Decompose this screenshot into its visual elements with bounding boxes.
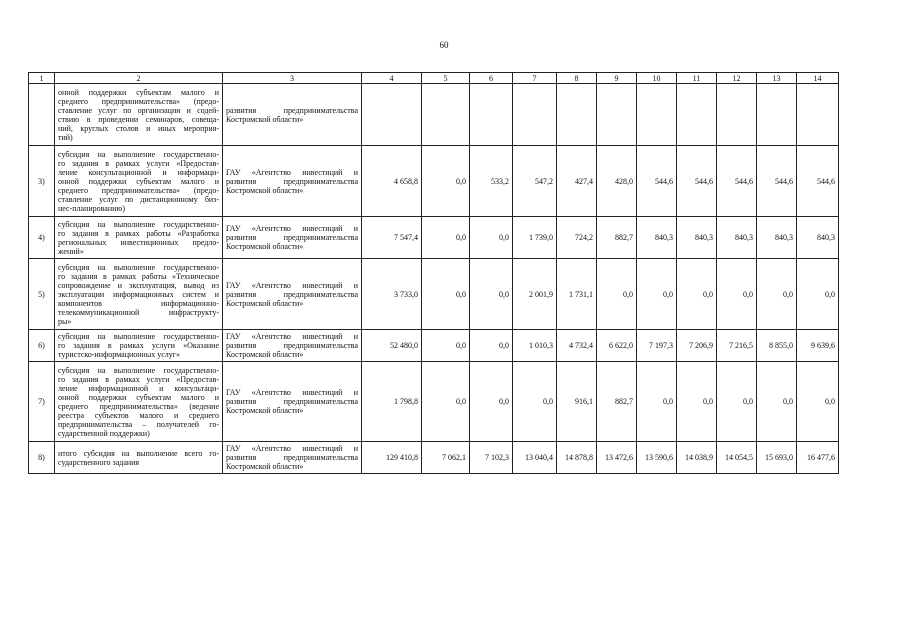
- value-cell: 14 054,5: [717, 442, 757, 474]
- table-header-row: [29, 73, 839, 84]
- executor-line: Костромской области»: [226, 406, 304, 415]
- description-line: сударственного задания: [58, 457, 140, 467]
- table-row: [29, 362, 839, 442]
- row-executor: [223, 84, 362, 146]
- table-body: [29, 73, 839, 474]
- value-cell: [557, 84, 597, 146]
- description-line: ление консультационной и информаци-: [58, 167, 219, 177]
- description-line: го задания в рамках услуги «Предостав-: [58, 374, 219, 384]
- executor-line: Костромской области»: [226, 185, 304, 195]
- value-cell: [757, 84, 797, 146]
- executor-line: ГАУ «Агентство инвестиций и: [226, 224, 358, 233]
- value-cell: 2 001,9: [513, 259, 557, 330]
- value-cell: 0,0: [597, 259, 637, 330]
- table-row: [29, 217, 839, 259]
- value-cell: 724,2: [557, 217, 597, 259]
- value-cell: 3 733,0: [362, 259, 422, 330]
- value-cell: 7 102,3: [470, 442, 513, 474]
- description-line: реестра субъектов малого и среднего: [58, 410, 219, 420]
- page-number: 60: [439, 40, 449, 50]
- value-cell: 4 732,4: [557, 330, 597, 362]
- description-line: сопровождение и эксплуатация, вывод из: [58, 280, 219, 290]
- value-cell: 0,0: [677, 362, 717, 442]
- value-cell: 0,0: [797, 362, 839, 442]
- executor-line: Костромской области»: [226, 462, 304, 471]
- header-cell: 12: [717, 73, 757, 84]
- value-cell: 0,0: [470, 362, 513, 442]
- row-executor: [223, 330, 362, 362]
- description-line: телекоммуникационной инфраструкту-: [58, 307, 219, 317]
- value-cell: 840,3: [717, 217, 757, 259]
- row-executor: [223, 362, 362, 442]
- description-line: предпринимательства – получателей го-: [58, 419, 219, 429]
- executor-line: Костромской области»: [226, 114, 304, 124]
- executor-line: развития предпринимательства: [226, 453, 358, 462]
- description-line: онной поддержки субъектам малого и: [58, 392, 219, 402]
- description-line: ры»: [58, 316, 72, 326]
- header-cell: 14: [797, 73, 839, 84]
- value-cell: 840,3: [757, 217, 797, 259]
- row-number: [29, 84, 55, 146]
- header-cell: 5: [422, 73, 470, 84]
- executor-line: Костромской области»: [226, 350, 304, 359]
- value-cell: 13 472,6: [597, 442, 637, 474]
- value-cell: 840,3: [797, 217, 839, 259]
- row-description: [55, 442, 223, 474]
- value-cell: 7 197,3: [637, 330, 677, 362]
- table-row: [29, 330, 839, 362]
- executor-line: Костромской области»: [226, 298, 304, 308]
- budget-table: [28, 72, 839, 474]
- value-cell: 0,0: [422, 217, 470, 259]
- row-executor: [223, 217, 362, 259]
- value-cell: 0,0: [637, 362, 677, 442]
- value-cell: 16 477,6: [797, 442, 839, 474]
- value-cell: 0,0: [422, 259, 470, 330]
- value-cell: 1 731,1: [557, 259, 597, 330]
- row-number: 7): [29, 362, 55, 442]
- table-row: [29, 442, 839, 474]
- description-line: туристско-информационных услуг»: [58, 350, 181, 359]
- description-line: сударственной поддержки): [58, 428, 150, 438]
- value-cell: 544,6: [797, 146, 839, 217]
- value-cell: 7 547,4: [362, 217, 422, 259]
- table-row: [29, 259, 839, 330]
- executor-line: ГАУ «Агентство инвестиций и: [226, 167, 358, 177]
- value-cell: 0,0: [470, 217, 513, 259]
- header-cell: 6: [470, 73, 513, 84]
- description-line: го задания в рамках услуги «Предостав-: [58, 158, 219, 168]
- value-cell: 52 480,0: [362, 330, 422, 362]
- description-line: го задания в рамках услуги «Оказание: [58, 341, 219, 350]
- value-cell: 0,0: [757, 259, 797, 330]
- description-line: ление информационной и консультаци-: [58, 383, 219, 393]
- value-cell: [513, 84, 557, 146]
- description-line: ставление услуг по организации и содей-: [58, 105, 219, 115]
- executor-line: развития предпринимательства: [226, 341, 358, 350]
- value-cell: 7 216,5: [717, 330, 757, 362]
- description-line: онной поддержки субъектам малого и: [58, 87, 219, 97]
- row-number: 6): [29, 330, 55, 362]
- executor-line: ГАУ «Агентство инвестиций и: [226, 388, 358, 397]
- description-line: эксплуатации информационных систем и: [58, 289, 219, 299]
- row-description: [55, 84, 223, 146]
- value-cell: 1 010,3: [513, 330, 557, 362]
- description-line: го задания в рамках работы «Разработка: [58, 228, 219, 238]
- value-cell: 428,0: [597, 146, 637, 217]
- value-cell: [637, 84, 677, 146]
- row-number: 4): [29, 217, 55, 259]
- value-cell: 0,0: [470, 330, 513, 362]
- description-line: субсидия на выполнение государственно-: [58, 149, 219, 159]
- executor-line: ГАУ «Агентство инвестиций и: [226, 332, 358, 341]
- value-cell: 0,0: [422, 362, 470, 442]
- value-cell: 4 658,8: [362, 146, 422, 217]
- header-cell: 13: [757, 73, 797, 84]
- description-line: жений»: [58, 246, 84, 256]
- executor-line: развития предпринимательства: [226, 233, 358, 242]
- value-cell: 0,0: [677, 259, 717, 330]
- value-cell: [597, 84, 637, 146]
- value-cell: 9 639,6: [797, 330, 839, 362]
- value-cell: 916,1: [557, 362, 597, 442]
- description-line: онной поддержки субъектам малого и: [58, 176, 219, 186]
- header-cell: 11: [677, 73, 717, 84]
- description-line: субсидия на выполнение государственно-: [58, 219, 219, 229]
- row-description: [55, 146, 223, 217]
- value-cell: 0,0: [717, 259, 757, 330]
- description-line: среднего предпринимательства» (предо-: [58, 185, 219, 195]
- table-row: [29, 146, 839, 217]
- value-cell: 0,0: [422, 146, 470, 217]
- value-cell: 15 693,0: [757, 442, 797, 474]
- value-cell: 0,0: [637, 259, 677, 330]
- value-cell: 7 206,9: [677, 330, 717, 362]
- executor-line: развития предпринимательства: [226, 397, 358, 406]
- header-cell: 10: [637, 73, 677, 84]
- value-cell: [797, 84, 839, 146]
- description-line: итого субсидия на выполнение всего го-: [58, 448, 219, 458]
- description-line: нес-планированию): [58, 203, 126, 213]
- description-line: среднего предпринимательства» (ведение: [58, 401, 219, 411]
- header-cell: 2: [55, 73, 223, 84]
- value-cell: 7 062,1: [422, 442, 470, 474]
- executor-line: ГАУ «Агентство инвестиций и: [226, 280, 358, 290]
- value-cell: 547,2: [513, 146, 557, 217]
- executor-line: ГАУ «Агентство инвестиций и: [226, 444, 358, 453]
- description-line: региональных инвестиционных предло-: [58, 237, 219, 247]
- description-line: го задания в рамках работы «Техническое: [58, 271, 219, 281]
- value-cell: [717, 84, 757, 146]
- executor-line: развития предпринимательства: [226, 105, 358, 115]
- description-line: субсидия на выполнение государственно-: [58, 365, 219, 375]
- row-executor: [223, 442, 362, 474]
- description-line: ствию в проведении семинаров, совеща-: [58, 114, 219, 124]
- value-cell: 1 739,0: [513, 217, 557, 259]
- value-cell: 840,3: [637, 217, 677, 259]
- value-cell: 129 410,8: [362, 442, 422, 474]
- header-cell: 3: [223, 73, 362, 84]
- value-cell: 427,4: [557, 146, 597, 217]
- description-line: ставление услуг по дистанционному биз-: [58, 194, 219, 204]
- table-row: [29, 84, 839, 146]
- value-cell: 8 855,0: [757, 330, 797, 362]
- value-cell: 13 590,6: [637, 442, 677, 474]
- row-executor: [223, 146, 362, 217]
- value-cell: [362, 84, 422, 146]
- description-line: субсидия на выполнение государственно-: [58, 332, 219, 341]
- value-cell: 0,0: [470, 259, 513, 330]
- value-cell: 0,0: [797, 259, 839, 330]
- value-cell: 544,6: [677, 146, 717, 217]
- value-cell: 544,6: [717, 146, 757, 217]
- header-cell: 9: [597, 73, 637, 84]
- header-cell: 1: [29, 73, 55, 84]
- value-cell: 14 038,9: [677, 442, 717, 474]
- value-cell: 840,3: [677, 217, 717, 259]
- value-cell: 882,7: [597, 217, 637, 259]
- header-cell: 7: [513, 73, 557, 84]
- row-number: 8): [29, 442, 55, 474]
- row-number: 5): [29, 259, 55, 330]
- description-line: ний, круглых столов и иных мероприя-: [58, 123, 219, 133]
- row-description: [55, 330, 223, 362]
- description-line: среднего предпринимательства» (предо-: [58, 96, 219, 106]
- header-cell: 4: [362, 73, 422, 84]
- row-executor: [223, 259, 362, 330]
- value-cell: 14 878,8: [557, 442, 597, 474]
- executor-line: развития предпринимательства: [226, 176, 358, 186]
- header-cell: 8: [557, 73, 597, 84]
- value-cell: 0,0: [757, 362, 797, 442]
- description-line: субсидия на выполнение государственно-: [58, 262, 219, 272]
- value-cell: [422, 84, 470, 146]
- row-description: [55, 259, 223, 330]
- value-cell: 0,0: [422, 330, 470, 362]
- value-cell: 0,0: [717, 362, 757, 442]
- executor-line: развития предпринимательства: [226, 289, 358, 299]
- value-cell: 6 622,0: [597, 330, 637, 362]
- row-number: 3): [29, 146, 55, 217]
- value-cell: 544,6: [637, 146, 677, 217]
- description-line: компонентов информационно-: [58, 298, 219, 308]
- value-cell: 544,6: [757, 146, 797, 217]
- executor-line: Костромской области»: [226, 242, 304, 251]
- value-cell: 1 798,8: [362, 362, 422, 442]
- row-description: [55, 362, 223, 442]
- description-line: тий): [58, 132, 73, 142]
- value-cell: [470, 84, 513, 146]
- value-cell: 882,7: [597, 362, 637, 442]
- value-cell: 13 040,4: [513, 442, 557, 474]
- value-cell: 0,0: [513, 362, 557, 442]
- row-description: [55, 217, 223, 259]
- value-cell: 533,2: [470, 146, 513, 217]
- value-cell: [677, 84, 717, 146]
